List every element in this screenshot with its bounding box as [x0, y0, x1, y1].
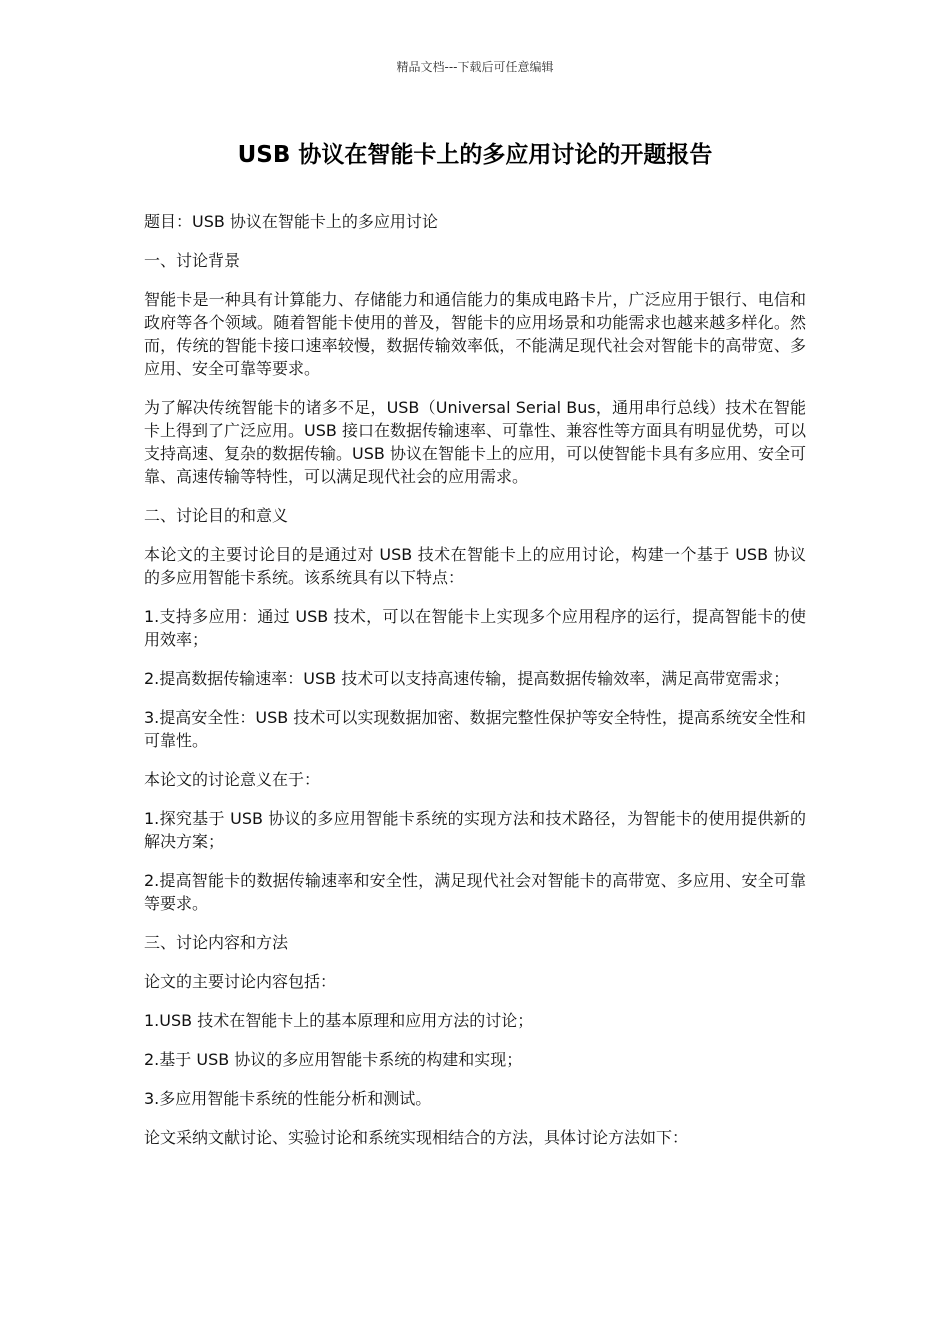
list-item: 1.支持多应用：通过 USB 技术，可以在智能卡上实现多个应用程序的运行，提高智能卡的使用效率；	[144, 607, 806, 649]
body-paragraph: 论文采纳文献讨论、实验讨论和系统实现相结合的方法，具体讨论方法如下：	[144, 1128, 689, 1147]
page-header-note: 精品文档---下载后可任意编辑	[396, 60, 554, 74]
body-paragraph: 本论文的讨论意义在于：	[144, 770, 321, 789]
body-paragraph: 论文的主要讨论内容包括：	[144, 972, 337, 991]
section-heading-content: 三、讨论内容和方法	[144, 933, 289, 952]
body-paragraph: 智能卡是一种具有计算能力、存储能力和通信能力的集成电路卡片，广泛应用于银行、电信和政府等各个领域。随着智能卡使用的普及，智能卡的应用场景和功能需求也越来越多样化。然而，传统的智能卡接口速率较慢，数据传输效率低，不能满足现代社会对智能卡的高带宽、多应用、安全可靠等要求。	[144, 290, 806, 378]
list-item: 1.探究基于 USB 协议的多应用智能卡系统的实现方法和技术路径，为智能卡的使用提供新的解决方案；	[144, 809, 806, 851]
list-item: 3.多应用智能卡系统的性能分析和测试。	[144, 1089, 432, 1108]
section-heading-purpose: 二、讨论目的和意义	[144, 506, 289, 525]
document-title: USB 协议在智能卡上的多应用讨论的开题报告	[237, 142, 713, 168]
document-body	[144, 210, 806, 1165]
body-paragraph: 本论文的主要讨论目的是通过对 USB 技术在智能卡上的应用讨论，构建一个基于 USB 协议的多应用智能卡系统。该系统具有以下特点：	[144, 545, 806, 587]
section-heading-background: 一、讨论背景	[144, 251, 241, 270]
list-item: 3.提高安全性：USB 技术可以实现数据加密、数据完整性保护等安全特性，提高系统安全性和可靠性。	[144, 708, 806, 750]
list-item: 1.USB 技术在智能卡上的基本原理和应用方法的讨论；	[144, 1011, 534, 1030]
list-item: 2.提高智能卡的数据传输速率和安全性，满足现代社会对智能卡的高带宽、多应用、安全可靠等要求。	[144, 871, 806, 913]
list-item: 2.提高数据传输速率：USB 技术可以支持高速传输，提高数据传输效率，满足高带宽需求；	[144, 669, 790, 688]
body-paragraph: 为了解决传统智能卡的诸多不足，USB（Universal Serial Bus，通用串行总线）技术在智能卡上得到了广泛应用。USB 接口在数据传输速率、可靠性、兼容性等方面具有明显优势，可以支持高速、复杂的数据传输。USB 协议在智能卡上的应用，可以使智能卡具有多应用、安全可靠、高速传输等特性，可以满足现代社会的应用需求。	[144, 398, 806, 486]
topic-line: 题目：USB 协议在智能卡上的多应用讨论	[144, 212, 438, 231]
list-item: 2.基于 USB 协议的多应用智能卡系统的构建和实现；	[144, 1050, 523, 1069]
